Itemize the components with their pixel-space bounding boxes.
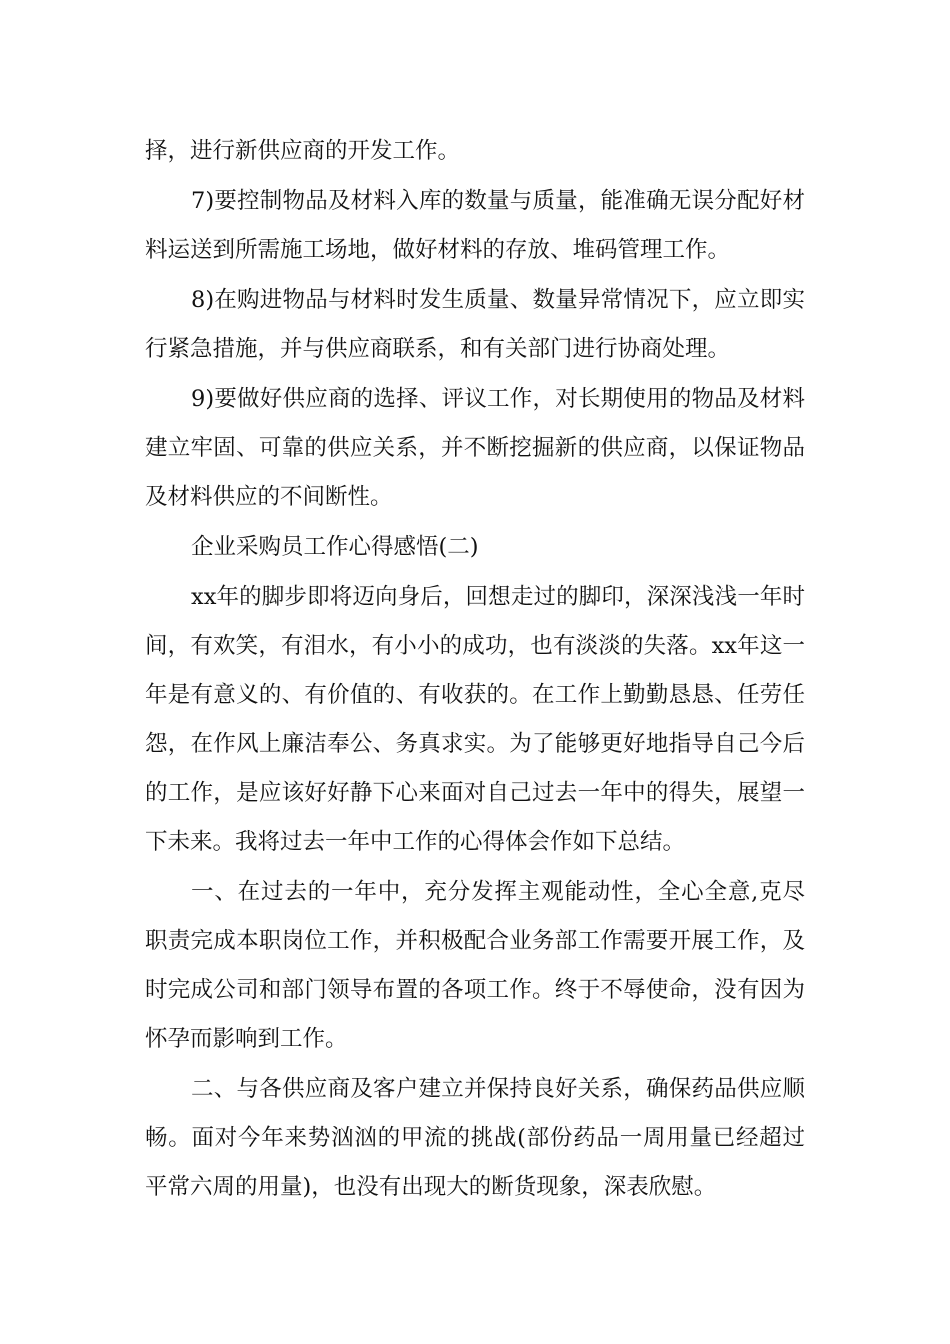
paragraph-point-1: 一、在过去的一年中，充分发挥主观能动性，全心全意,克尽职责完成本职岗位工作，并积极配合业务部工作需要开展工作，及时完成公司和部门领导布置的各项工作。终于不辱使命，没有因为怀孕而影响到工作。 bbox=[145, 879, 805, 1052]
paragraph-item-7: 7)要控制物品及材料入库的数量与质量，能准确无误分配好材料运送到所需施工场地，做好材料的存放、堆码管理工作。 bbox=[145, 188, 805, 263]
paragraph-item-8: 8)在购进物品与材料时发生质量、数量异常情况下，应立即实行紧急措施，并与供应商联系，和有关部门进行协商处理。 bbox=[145, 287, 805, 362]
paragraph-item-9: 9)要做好供应商的选择、评议工作，对长期使用的物品及材料建立牢固、可靠的供应关系，并不断挖掘新的供应商，以保证物品及材料供应的不间断性。 bbox=[145, 386, 805, 510]
paragraph-continuation: 择，进行新供应商的开发工作。 bbox=[145, 138, 461, 164]
document-body bbox=[145, 127, 805, 1213]
paragraph-intro: xx年的脚步即将迈向身后，回想走过的脚印，深深浅浅一年时间，有欢笑，有泪水，有小小的成功，也有淡淡的失落。xx年这一年是有意义的、有价值的、有收获的。在工作上勤勤恳恳、任劳任怨，在作风上廉洁奉公、务真求实。为了能够更好地指导自己今后的工作，是应该好好静下心来面对自己过去一年中的得失，展望一下未来。我将过去一年中工作的心得体会作如下总结。 bbox=[145, 584, 805, 855]
section-heading: 企业采购员工作心得感悟(二) bbox=[191, 534, 479, 560]
paragraph-point-2: 二、与各供应商及客户建立并保持良好关系，确保药品供应顺畅。面对今年来势汹汹的甲流的挑战(部份药品一周用量已经超过平常六周的用量)，也没有出现大的断货现象，深表欣慰。 bbox=[145, 1076, 805, 1200]
